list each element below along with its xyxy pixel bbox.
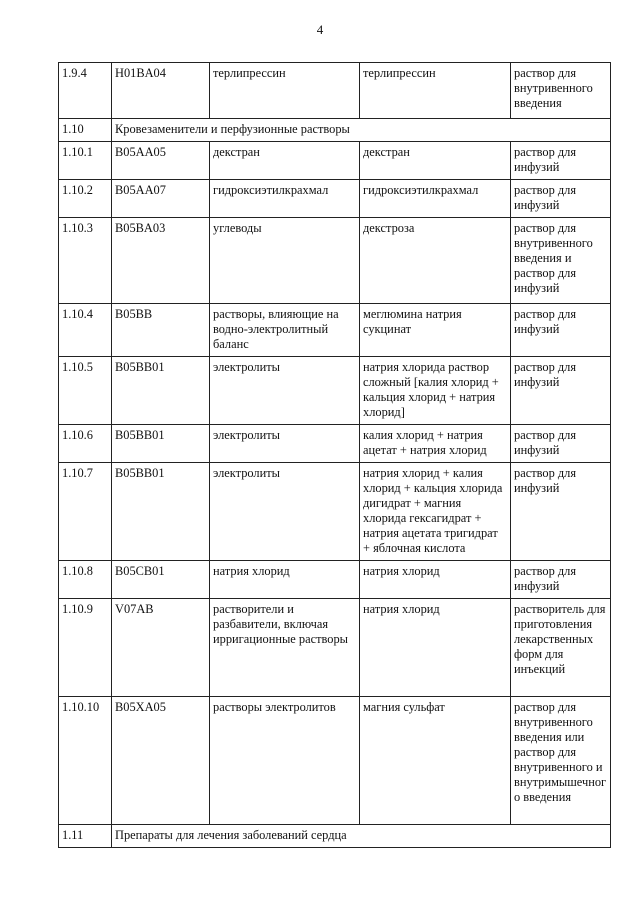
dosage-form: раствор для внутривенного введения или раствор для внутривенного и внутримышечного введения — [511, 697, 611, 825]
atc-code: B05AA07 — [112, 180, 210, 218]
drug-group: растворители и разбавители, включая ирригационные растворы — [210, 599, 360, 697]
section-row — [59, 119, 611, 142]
atc-code: B05BB01 — [112, 425, 210, 463]
table-row — [59, 561, 611, 599]
atc-code: V07AB — [112, 599, 210, 697]
table-row — [59, 357, 611, 425]
table-body — [59, 63, 611, 848]
row-number: 1.10.9 — [59, 599, 112, 697]
atc-code: B05BB01 — [112, 463, 210, 561]
atc-code: B05AA05 — [112, 142, 210, 180]
table-row — [59, 180, 611, 218]
table-row — [59, 142, 611, 180]
drug-inn: терлипрессин — [360, 63, 511, 119]
drug-inn: меглюмина натрия сукцинат — [360, 304, 511, 357]
drug-inn: декстроза — [360, 218, 511, 304]
drug-group: растворы, влияющие на водно-электролитный баланс — [210, 304, 360, 357]
row-number: 1.9.4 — [59, 63, 112, 119]
dosage-form: раствор для инфузий — [511, 561, 611, 599]
section-title: Препараты для лечения заболеваний сердца — [112, 825, 611, 848]
row-number: 1.10.10 — [59, 697, 112, 825]
drug-group: натрия хлорид — [210, 561, 360, 599]
row-number: 1.10.5 — [59, 357, 112, 425]
dosage-form: раствор для внутривенного введения и раствор для инфузий — [511, 218, 611, 304]
drug-inn: натрия хлорид — [360, 599, 511, 697]
table-row — [59, 304, 611, 357]
row-number: 1.10.8 — [59, 561, 112, 599]
dosage-form: раствор для инфузий — [511, 425, 611, 463]
dosage-form: растворитель для приготовления лекарственных форм для инъекций — [511, 599, 611, 697]
drug-group: гидроксиэтилкрахмал — [210, 180, 360, 218]
dosage-form: раствор для инфузий — [511, 304, 611, 357]
dosage-form: раствор для внутривенного введения — [511, 63, 611, 119]
atc-code: B05BB — [112, 304, 210, 357]
drug-inn: декстран — [360, 142, 511, 180]
table-row — [59, 425, 611, 463]
atc-code: B05CB01 — [112, 561, 210, 599]
drug-group: декстран — [210, 142, 360, 180]
row-number: 1.10.1 — [59, 142, 112, 180]
drug-group: электролиты — [210, 425, 360, 463]
atc-code: B05XA05 — [112, 697, 210, 825]
section-title: Кровезаменители и перфузионные растворы — [112, 119, 611, 142]
atc-code: B05BB01 — [112, 357, 210, 425]
atc-code: B05BA03 — [112, 218, 210, 304]
drug-inn: магния сульфат — [360, 697, 511, 825]
dosage-form: раствор для инфузий — [511, 357, 611, 425]
drug-inn: гидроксиэтилкрахмал — [360, 180, 511, 218]
drug-inn: натрия хлорид + калия хлорид + кальция хлорида дигидрат + магния хлорида гексагидрат + натрия ацетата тригидрат + яблочная кислота — [360, 463, 511, 561]
dosage-form: раствор для инфузий — [511, 142, 611, 180]
row-number: 1.10.4 — [59, 304, 112, 357]
page-number: 4 — [316, 22, 324, 37]
table-row — [59, 463, 611, 561]
drug-group: углеводы — [210, 218, 360, 304]
drug-group: электролиты — [210, 357, 360, 425]
section-row — [59, 825, 611, 848]
atc-code: H01BA04 — [112, 63, 210, 119]
row-number: 1.10.7 — [59, 463, 112, 561]
drug-group: растворы электролитов — [210, 697, 360, 825]
dosage-form: раствор для инфузий — [511, 463, 611, 561]
table-row — [59, 599, 611, 697]
table-row — [59, 218, 611, 304]
drug-inn: калия хлорид + натрия ацетат + натрия хлорид — [360, 425, 511, 463]
drug-inn: натрия хлорида раствор сложный [калия хлорид + кальция хлорид + натрия хлорид] — [360, 357, 511, 425]
section-number: 1.11 — [59, 825, 112, 848]
table-row — [59, 697, 611, 825]
row-number: 1.10.6 — [59, 425, 112, 463]
section-number: 1.10 — [59, 119, 112, 142]
row-number: 1.10.2 — [59, 180, 112, 218]
drug-group: электролиты — [210, 463, 360, 561]
drug-list-table — [58, 62, 611, 848]
drug-group: терлипрессин — [210, 63, 360, 119]
row-number: 1.10.3 — [59, 218, 112, 304]
drug-inn: натрия хлорид — [360, 561, 511, 599]
dosage-form: раствор для инфузий — [511, 180, 611, 218]
table-row — [59, 63, 611, 119]
